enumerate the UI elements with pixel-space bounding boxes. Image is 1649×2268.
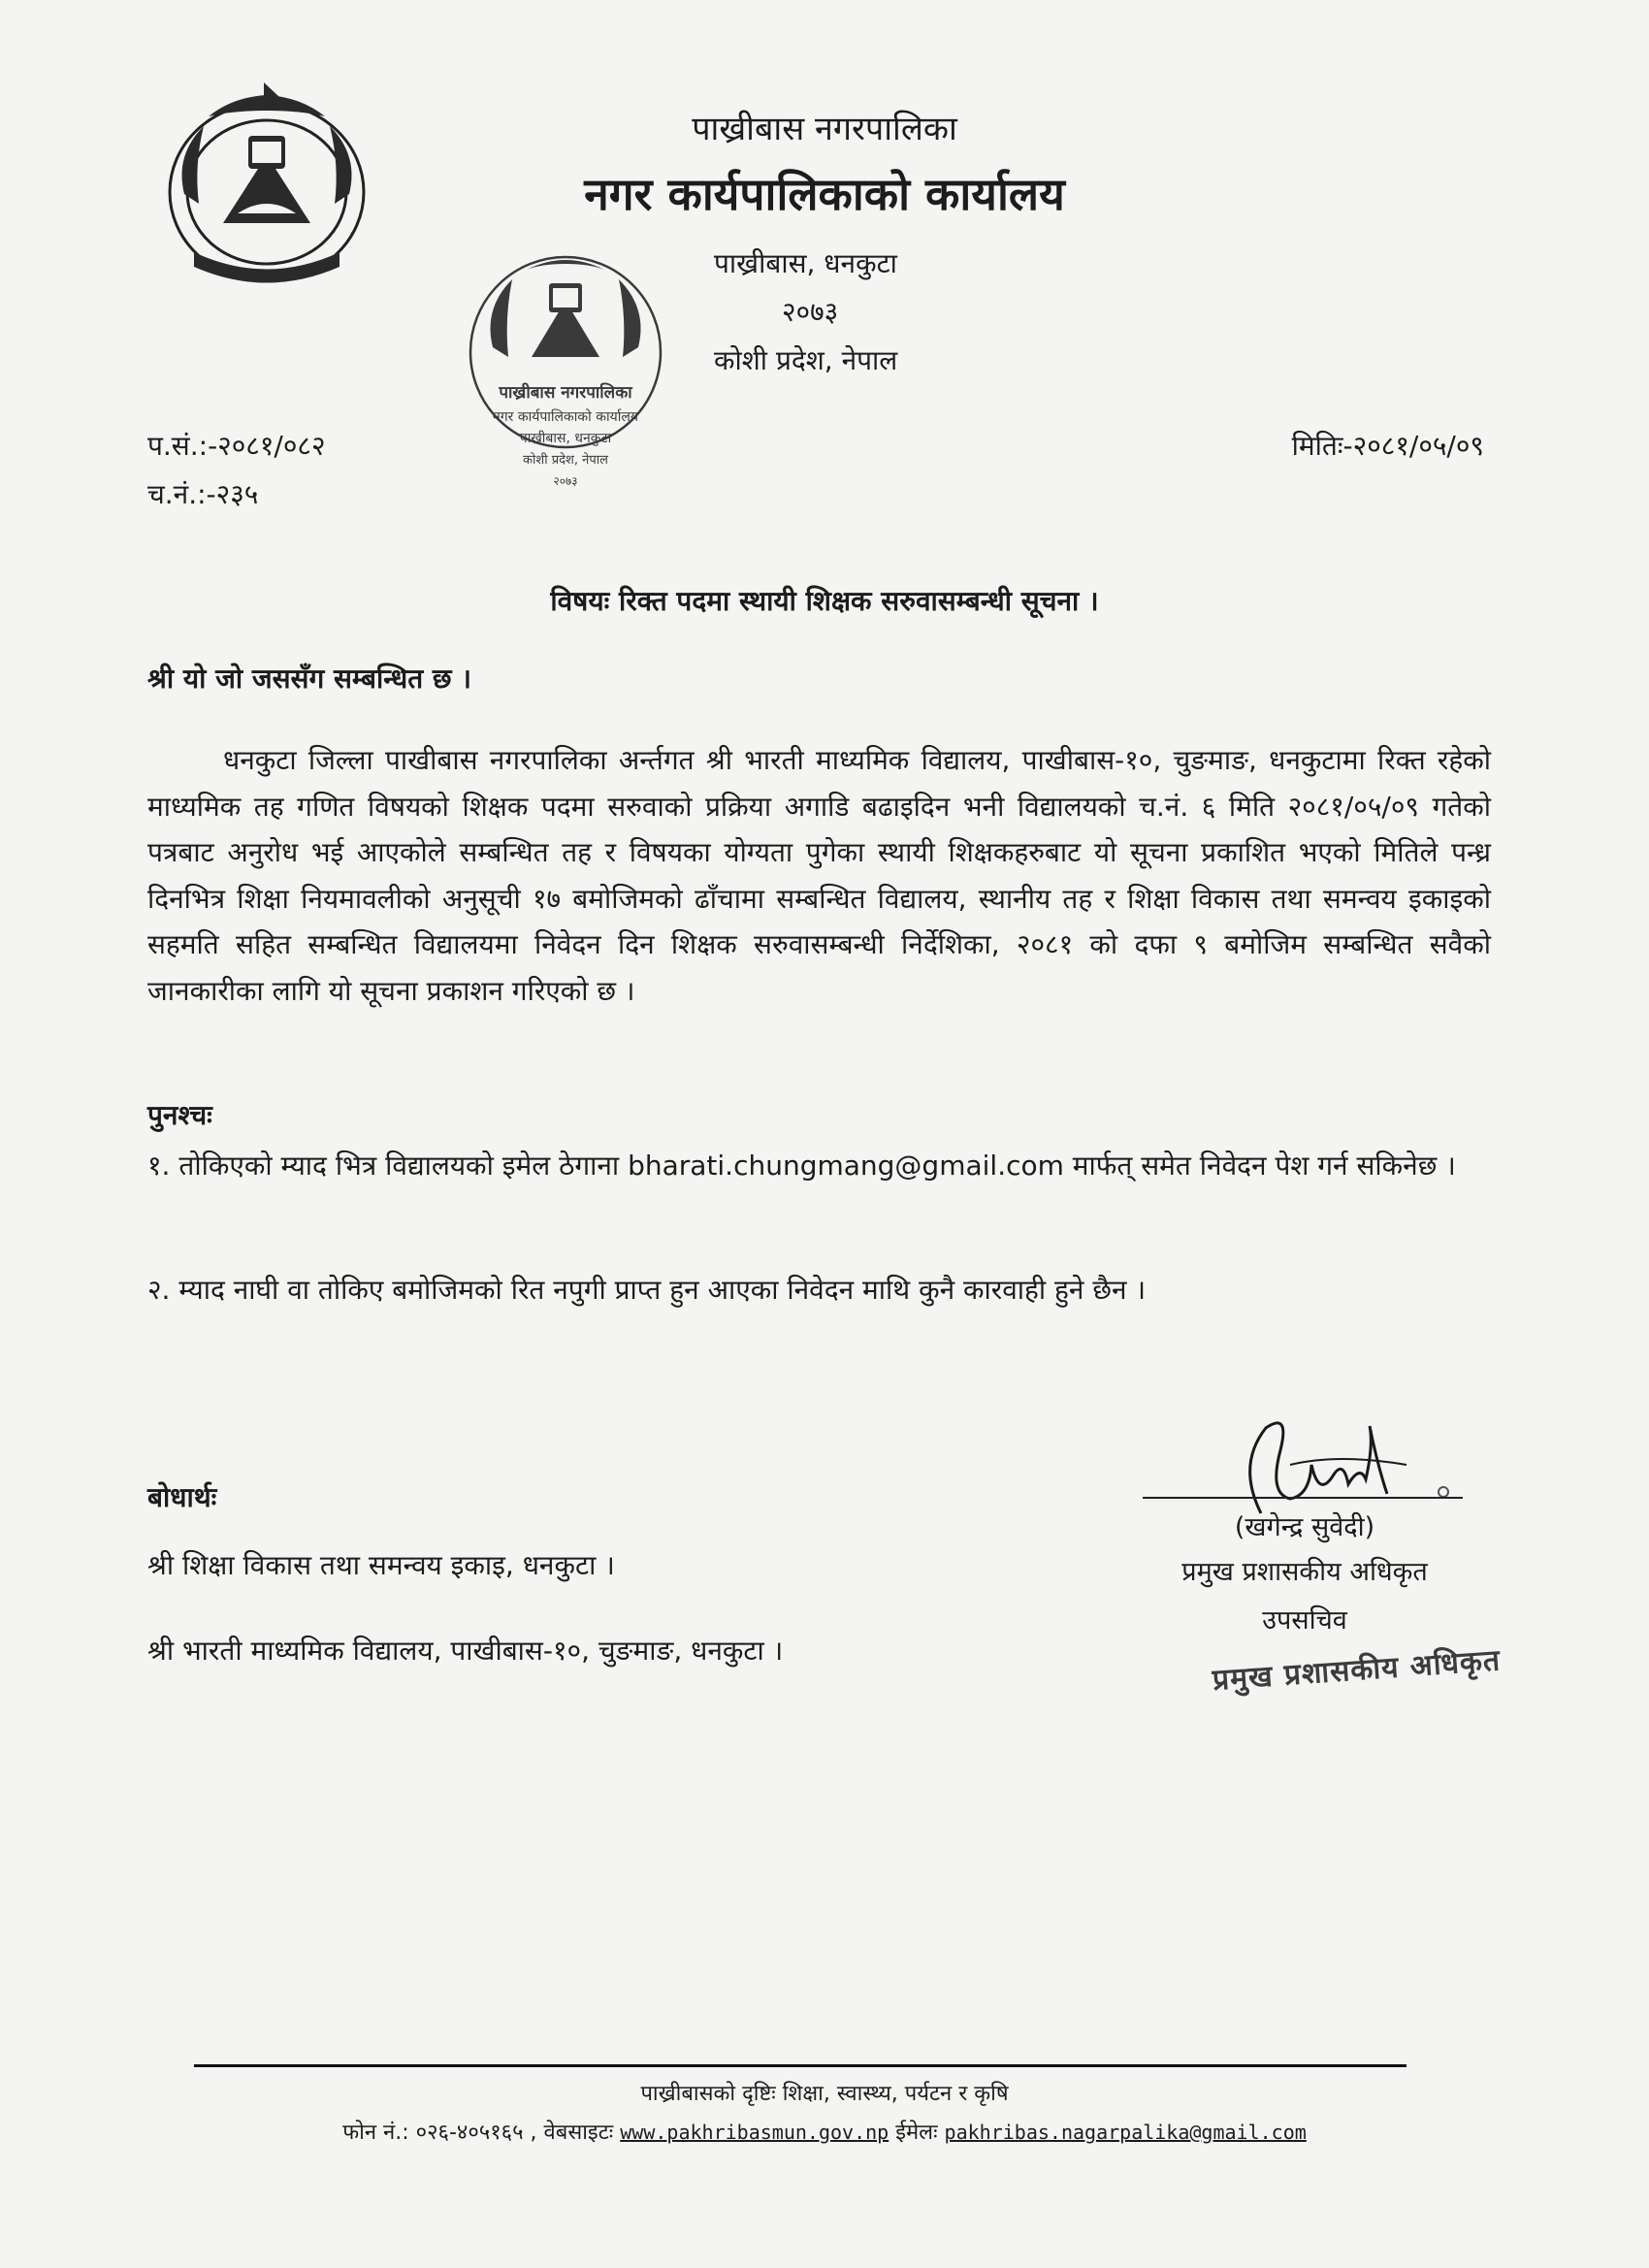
letter-body: धनकुटा जिल्ला पाखीबास नगरपालिका अर्न्तगत श्री भारती माध्यमिक विद्यालय, पाखीबास-१०, चुङमाङ, धनकुटामा रिक्त रहेको माध्यमिक तह गणित विषयको शिक्षक पदमा सरुवाको प्रक्रिया अगाडि बढाइदिन भनी विद्यालयको च.नं. ६ मिति २०८१/०५/०९ गतेको पत्रबाट अनुरोध भई आएकोले सम्बन्धित तह र विषयका योग्यता पुगेका स्थायी शिक्षकहरुबाट यो सूचना प्रकाशित भएको मितिले पन्ध्र दिनभित्र शिक्षा नियमावलीको अनुसूची १७ बमोजिमको ढाँचामा सम्बन्धित विद्यालय, स्थानीय तह र शिक्षा विकास तथा समन्वय इकाइको सहमति सहित सम्बन्धित विद्यालयमा निवेदन दिन शिक्षक सरुवासम्बन्धी निर्देशिका, २०८१ को दफा ९ बमोजिम सम्बन्धित सवैको जानकारीका लागि यो सूचना प्रकाशन गरिएको छ । [147, 744, 1491, 1007]
seal-text-4: कोशी प्रदेश, नेपाल [523, 453, 608, 468]
seal-text-3: पाख्रीबास, धनकुटा [519, 431, 612, 446]
cc-item: श्री शिक्षा विकास तथा समन्वय इकाइ, धनकुटा । [147, 1549, 615, 1581]
seal-text-5: २०७३ [553, 474, 578, 488]
letter-date: मितिः-२०८१/०५/०९ [1291, 430, 1484, 462]
postscript-title: पुनश्चः [147, 1099, 212, 1131]
letter-salutation: श्री यो जो जससँग सम्बन्धित छ । [147, 663, 471, 695]
cc-title: बोधार्थः [147, 1481, 217, 1513]
letter-subject: विषयः रिक्त पदमा स्थायी शिक्षक सरुवासम्बन्धी सूचना । [550, 585, 1099, 617]
footer-website-label: वेबसाइटः [543, 2121, 614, 2145]
signer-title: प्रमुख प्रशासकीय अधिकृत [1181, 1557, 1428, 1587]
office-seal-icon [454, 241, 677, 532]
cc-item: श्री भारती माध्यमिक विद्यालय, पाखीबास-१०, चुङमाङ, धनकुटा । [147, 1635, 784, 1667]
address-line-3: कोशी प्रदेश, नेपाल [714, 344, 898, 376]
footer-email-label: ईमेलः [895, 2121, 938, 2145]
reference-number: प.सं.:-२०८१/०८२ [147, 430, 326, 462]
footer-email-link[interactable]: pakhribas.nagarpalika@gmail.com [944, 2121, 1307, 2144]
footer-phone: फोन नं.: ०२६-४०५१६५ , [342, 2121, 537, 2145]
address-line-1: पाख्रीबास, धनकुटा [714, 247, 897, 279]
address-line-2: २०७३ [782, 296, 839, 328]
footer-contact [0, 2117, 1649, 2146]
footer-divider [194, 2064, 1406, 2067]
designation-stamp: प्रमुख प्रशासकीय अधिकृत [1211, 1643, 1503, 1698]
footer-website-link[interactable]: www.pakhribasmun.gov.np [620, 2121, 889, 2144]
signer-role: उपसचिव [1262, 1605, 1347, 1636]
signature-line [1143, 1497, 1463, 1499]
office-name: नगर कार्यपालिकाको कार्यालय [584, 168, 1065, 220]
postscript-item: २. म्याद नाघी वा तोकिए बमोजिमको रित नपुगी प्राप्त हुन आएका निवेदन माथि कुनै कारवाही हुने छैन । [147, 1274, 1147, 1306]
footer-vision: पाख्रीबासको दृष्टिः शिक्षा, स्वास्थ्य, पर्यटन र कृषि [640, 2082, 1009, 2106]
signer-name: (खगेन्द्र सुवेदी) [1234, 1512, 1375, 1542]
seal-text-2: नगर कार्यपालिकाको कार्यालय [493, 409, 638, 425]
postscript-item: १. तोकिएको म्याद भित्र विद्यालयको इमेल ठेगाना bharati.chungmang@gmail.com मार्फत् समेत निवेदन पेश गर्न सकिनेछ । [147, 1150, 1456, 1182]
municipality-name: पाख्रीबास नगरपालिका [692, 110, 957, 148]
seal-text-1: पाख्रीबास नगरपालिका [499, 383, 632, 403]
dispatch-number: च.नं.:-२३५ [147, 478, 259, 510]
